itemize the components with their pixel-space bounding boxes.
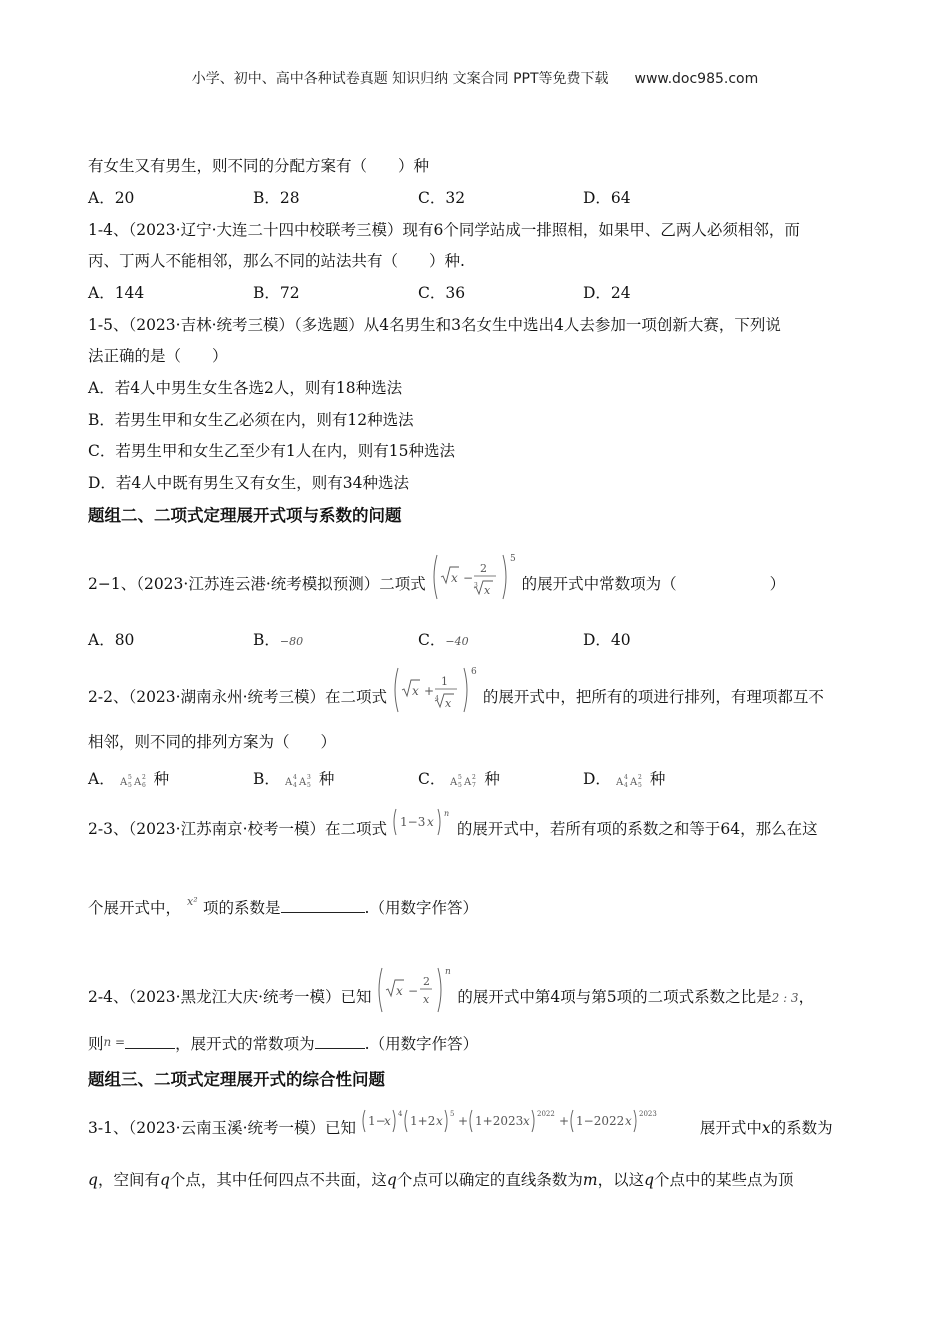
answer-blank-n[interactable] <box>125 1032 175 1049</box>
question-text: ，以这 <box>597 1171 645 1189</box>
svg-text:A: A <box>615 777 624 788</box>
formula-drawing <box>392 807 452 837</box>
question-3-1-line2 <box>88 1169 794 1191</box>
option-suffix: 种 <box>318 770 335 788</box>
option-c <box>418 629 469 653</box>
svg-text:6: 6 <box>470 667 477 677</box>
question-2-1 <box>88 554 786 603</box>
svg-text:−: − <box>462 571 473 585</box>
question-1-5-line1: 1-5、（2023·吉林·统考三模）（多选题）从4名男生和3名女生中选出4人去参加一项创新大赛，下列说 <box>88 316 781 334</box>
variable-q: q <box>386 1171 397 1189</box>
question-text: 的展开式中，把所有的项进行排列，有理项都互不 <box>482 688 824 706</box>
option-b: B．72 <box>253 284 300 302</box>
question-continuation: 有女生又有男生，则不同的分配方案有（ ）种 <box>88 157 430 175</box>
svg-text:x: x <box>444 697 452 710</box>
svg-text:x: x <box>522 1114 530 1128</box>
svg-text:+: + <box>423 684 435 698</box>
svg-text:n: n <box>445 967 452 977</box>
question-3-1-line1 <box>88 1110 833 1139</box>
arrangement-symbol <box>450 771 484 789</box>
question-text: .（用数字作答） <box>364 1035 479 1053</box>
question-text: 的展开式中第4项与第5项的二项式系数之比是 <box>457 988 772 1006</box>
binomial-formula <box>376 964 452 1016</box>
formula-drawing <box>392 664 478 716</box>
svg-text:1−2022: 1−2022 <box>575 1114 625 1128</box>
svg-text:2023: 2023 <box>638 1110 657 1118</box>
variable-q: q <box>159 1171 170 1189</box>
svg-text:4: 4 <box>292 774 297 781</box>
question-text: 2-3、（2023·江苏南京·校考一模）在二项式 <box>88 820 388 838</box>
svg-text:A: A <box>450 777 458 788</box>
svg-text:4: 4 <box>397 1110 403 1118</box>
answer-blank[interactable] <box>281 896 365 913</box>
svg-text:x: x <box>396 984 404 998</box>
svg-text:2: 2 <box>141 774 146 781</box>
svg-text:x: x <box>423 993 430 1006</box>
question-text: 2-4、（2023·黑龙江大庆·统考一模）已知 <box>88 988 372 1006</box>
ratio: 2 : 3 <box>771 991 799 1005</box>
option-c <box>418 768 500 790</box>
option-a: A．144 <box>88 284 145 302</box>
svg-text:1: 1 <box>440 675 448 688</box>
option-label: A． <box>88 770 115 788</box>
svg-text:x: x <box>411 684 419 698</box>
question-text: 的展开式中，若所有项的系数之和等于64，那么在这 <box>456 820 818 838</box>
binomial-formula <box>392 664 478 716</box>
header-text: 小学、初中、高中各种试卷真题 知识归纳 文案合同 PPT等免费下载 <box>191 71 609 87</box>
x-squared: x² <box>187 895 198 908</box>
svg-text:x: x <box>483 584 490 597</box>
question-2-2-line2: 相邻，则不同的排列方案为（ ） <box>88 733 337 751</box>
question-text: 的系数为 <box>770 1119 833 1137</box>
svg-text:4: 4 <box>434 695 439 702</box>
svg-text:7: 7 <box>472 782 477 789</box>
option-value: −80 <box>279 635 304 648</box>
question-text: 个点中的某些点为顶 <box>654 1171 794 1189</box>
question-1-5-line2: 法正确的是（ ） <box>88 347 228 365</box>
question-text: 2-2、（2023·湖南永州·统考三模）在二项式 <box>88 688 388 706</box>
option-d: D．40 <box>583 631 631 649</box>
svg-text:5: 5 <box>458 782 463 789</box>
svg-text:5: 5 <box>127 774 132 781</box>
question-2-4-line2 <box>88 1032 478 1056</box>
variable-q: q <box>644 1171 655 1189</box>
svg-text:n: n <box>443 809 450 818</box>
svg-text:5: 5 <box>306 782 311 789</box>
svg-text:x: x <box>624 1114 632 1128</box>
svg-text:+: + <box>558 1114 570 1128</box>
answer-blank-constant[interactable] <box>315 1032 365 1049</box>
section-3-heading: 题组三、二项式定理展开式的综合性问题 <box>88 1070 385 1089</box>
section-2-heading: 题组二、二项式定理展开式项与系数的问题 <box>88 506 402 525</box>
svg-text:5: 5 <box>637 782 642 789</box>
option-d: D．若4人中既有男生又有女生，则有34种选法 <box>88 474 410 492</box>
option-b <box>253 629 303 653</box>
question-text: 3-1、（2023·云南玉溪·统考一模）已知 <box>88 1119 357 1137</box>
svg-text:2: 2 <box>479 562 487 575</box>
svg-text:1+2023: 1+2023 <box>474 1114 524 1128</box>
svg-text:A: A <box>133 777 141 788</box>
svg-text:x: x <box>450 571 458 585</box>
svg-text:4: 4 <box>292 782 297 789</box>
formula-drawing <box>361 1106 695 1136</box>
svg-text:1−3: 1−3 <box>399 815 426 829</box>
svg-text:A: A <box>284 777 293 788</box>
option-label: B． <box>253 631 280 649</box>
option-b: B．28 <box>253 189 300 207</box>
svg-text:5: 5 <box>127 782 132 789</box>
svg-text:1+2: 1+2 <box>409 1114 436 1128</box>
question-text: 2−1、（2023·江苏连云港·统考模拟预测）二项式 <box>88 575 426 593</box>
option-a: A．80 <box>88 631 135 649</box>
svg-text:A: A <box>119 777 127 788</box>
question-text: 的展开式中常数项为（ ） <box>521 575 786 593</box>
svg-text:x: x <box>383 1114 391 1128</box>
option-suffix: 种 <box>484 770 500 788</box>
question-text: 项的系数是 <box>203 899 281 917</box>
question-text: 展开式中 <box>699 1119 762 1137</box>
svg-text:3: 3 <box>473 582 478 589</box>
question-1-4-line2: 丙、丁两人不能相邻，那么不同的站法共有（ ）种. <box>88 252 465 270</box>
svg-text:+: + <box>457 1114 469 1128</box>
arrangement-symbol <box>616 771 650 789</box>
svg-text:5: 5 <box>449 1110 455 1118</box>
question-text: .（用数字作答） <box>364 899 478 917</box>
svg-text:A: A <box>464 777 472 788</box>
expansion-formula <box>361 1106 695 1136</box>
question-2-4-line1: 2-4、（2023·黑龙江大庆·统考一模）已知 x − 2 x n 的展开式中第4项与第5项的二项式系数之比是2 : 3， <box>88 980 814 1016</box>
option-b <box>253 768 334 790</box>
option-d: D．64 <box>583 189 631 207</box>
option-suffix: 种 <box>649 770 666 788</box>
question-text: 个点可以确定的直线条数为 <box>396 1171 583 1189</box>
svg-text:4: 4 <box>623 774 628 781</box>
binomial-formula <box>392 807 452 837</box>
question-2-2-line1 <box>88 667 824 716</box>
question-2-3-line1 <box>88 809 818 840</box>
question-text: 个点，其中任何四点不共面，这 <box>169 1171 387 1189</box>
svg-text:2: 2 <box>423 975 431 988</box>
question-text: 则 <box>88 1035 104 1053</box>
option-label: C． <box>418 631 446 649</box>
svg-text:−: − <box>408 984 419 998</box>
option-a: A．20 <box>88 189 135 207</box>
question-2-3-line2 <box>88 896 478 919</box>
arrangement-symbol <box>120 771 154 789</box>
svg-text:6: 6 <box>141 782 146 789</box>
question-text: ，展开式的常数项为 <box>175 1035 315 1053</box>
svg-text:2022: 2022 <box>536 1110 555 1118</box>
page-header <box>0 68 950 88</box>
svg-text:4: 4 <box>623 782 628 789</box>
svg-text:2: 2 <box>637 774 642 781</box>
option-b: B．若男生甲和女生乙必须在内，则有12种选法 <box>88 411 414 429</box>
question-text: ，空间有 <box>97 1171 160 1189</box>
svg-text:A: A <box>629 777 638 788</box>
question-text: 个展开式中， <box>88 899 182 917</box>
option-value: −40 <box>445 635 469 648</box>
svg-text:5: 5 <box>458 774 463 781</box>
option-label: B． <box>253 770 280 788</box>
svg-text:1−: 1− <box>367 1114 386 1128</box>
option-a: A．若4人中男生女生各选2人，则有18种选法 <box>88 379 403 397</box>
option-label: C． <box>418 770 446 788</box>
variable-m: m <box>582 1171 598 1189</box>
option-d <box>583 768 665 790</box>
binomial-formula <box>431 551 517 603</box>
svg-text:A: A <box>298 777 307 788</box>
option-suffix: 种 <box>153 770 170 788</box>
arrangement-symbol <box>285 771 319 789</box>
option-a <box>88 768 169 790</box>
svg-text:5: 5 <box>509 554 516 564</box>
question-1-4-line1: 1-4、（2023·辽宁·大连二十四中校联考三模）现有6个同学站成一排照相，如果甲、乙两人必须相邻，而 <box>88 221 800 239</box>
svg-text:3: 3 <box>306 774 311 781</box>
variable-x: x <box>761 1119 771 1137</box>
option-label: D． <box>583 770 611 788</box>
variable-q: q <box>88 1171 98 1189</box>
option-c: C．32 <box>418 189 466 207</box>
option-d: D．24 <box>583 284 631 302</box>
header-url[interactable]: www.doc985.com <box>634 71 759 87</box>
option-c: C．若男生甲和女生乙至少有1人在内，则有15种选法 <box>88 442 455 460</box>
option-c: C．36 <box>418 284 466 302</box>
formula-drawing <box>376 964 452 1016</box>
svg-text:2: 2 <box>472 774 477 781</box>
n-equals: n = <box>103 1035 126 1049</box>
formula-drawing <box>431 551 517 603</box>
svg-text:x: x <box>426 815 434 829</box>
svg-text:x: x <box>435 1114 443 1128</box>
